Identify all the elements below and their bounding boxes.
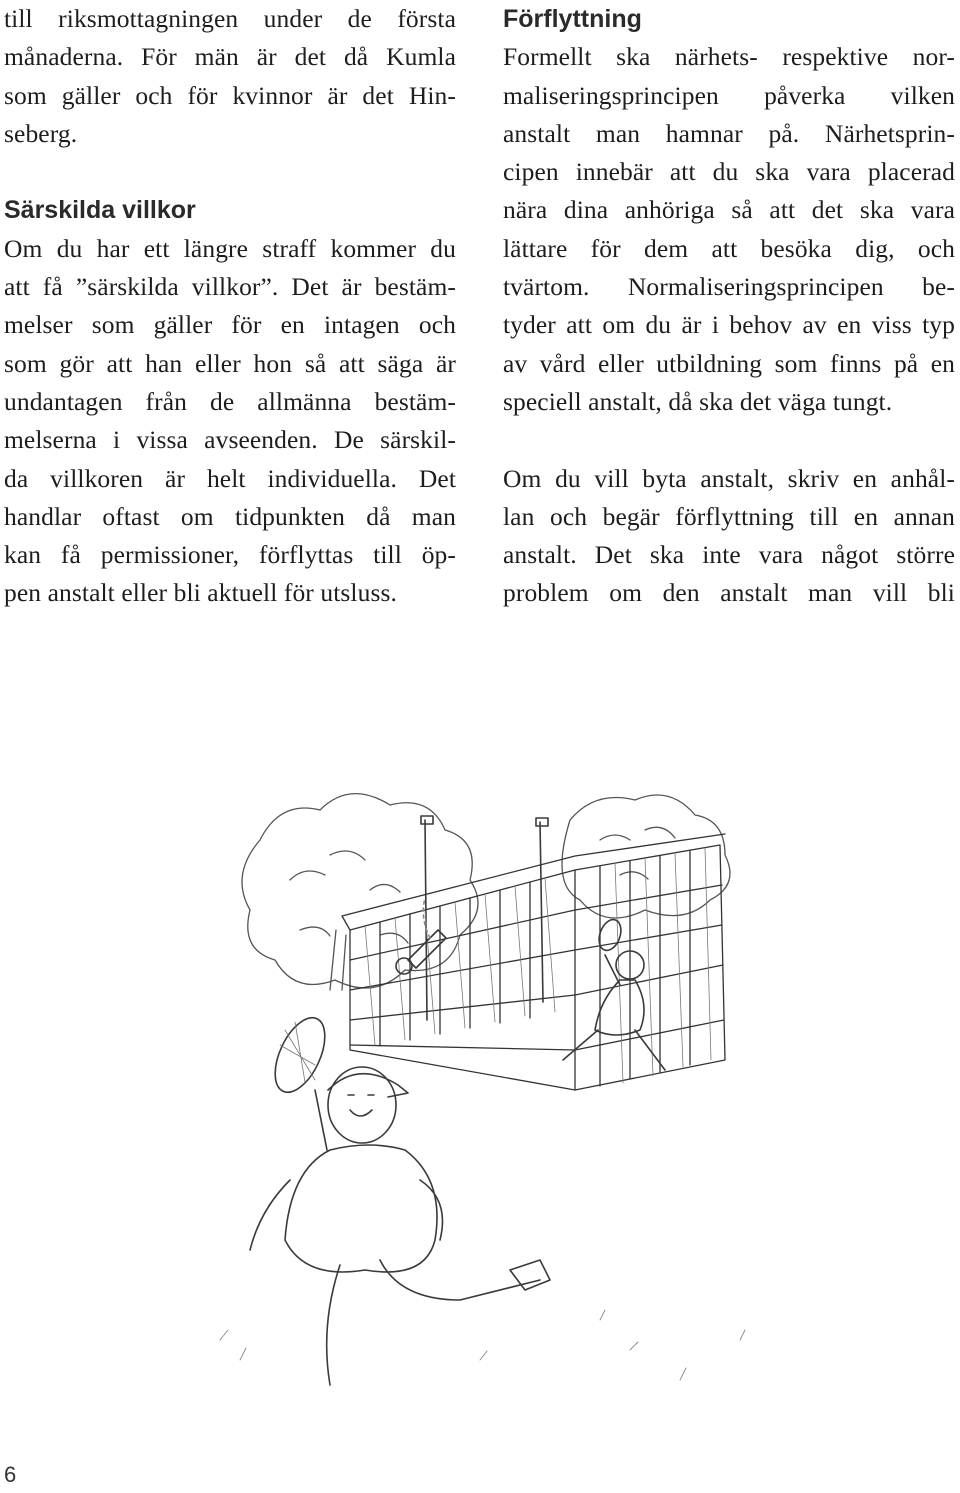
badminton-sketch-illustration	[180, 760, 800, 1400]
body-line: som gör att han eller hon så att säga är	[4, 348, 456, 378]
left-column	[4, 0, 456, 613]
body-line: nära dina anhöriga så att det ska vara	[503, 195, 955, 225]
body-line: kan få permissioner, förflyttas till öp-	[4, 540, 456, 570]
player-near	[250, 1010, 550, 1385]
fence	[342, 834, 725, 1090]
grass-strokes	[220, 1310, 745, 1380]
paragraph-gap	[4, 153, 456, 191]
body-line: lättare för dem att besöka dig, och	[503, 233, 955, 263]
page-number: 6	[4, 1462, 17, 1487]
shuttlecock	[396, 898, 446, 974]
body-line: lan och begär förflyttning till en annan	[503, 501, 955, 531]
body-line: tyder att om du är i behov av en viss typ	[503, 310, 955, 340]
intro-line: seberg.	[4, 118, 78, 148]
body-line: maliseringsprincipen påverka vilken	[503, 80, 955, 110]
body-line: av vård eller utbildning som finns på en	[503, 348, 955, 378]
body-line: Formellt ska närhets- respektive nor-	[503, 42, 955, 72]
section-heading-forflyttning: Förflyttning	[503, 5, 642, 33]
body-line: anstalt. Det ska inte vara något större	[503, 540, 955, 570]
body-line: cipen innebär att du ska vara placerad	[503, 157, 955, 187]
intro-line: månaderna. För män är det då Kumla	[4, 42, 456, 72]
intro-line: till riksmottagningen under de första	[4, 4, 456, 33]
body-line: Om du vill byta anstalt, skriv en anhål-	[503, 463, 955, 493]
paragraph-gap	[503, 421, 955, 459]
body-line: undantagen från de allmänna bestäm-	[4, 386, 456, 416]
body-line: Om du har ett längre straff kommer du	[4, 233, 456, 263]
section-heading-sarskilda-villkor: Särskilda villkor	[4, 196, 196, 225]
body-line: melserna i vissa avseenden. De särskil-	[4, 425, 456, 455]
body-line: pen anstalt eller bli aktuell för utsluss.	[4, 578, 397, 608]
body-line: da villkoren är helt individuella. Det	[4, 463, 456, 493]
right-column	[503, 0, 955, 613]
tree-foliage	[242, 794, 730, 990]
body-line: handlar oftast om tidpunkten då man	[4, 501, 456, 531]
body-line: anstalt man hamnar på. Närhetsprin-	[503, 118, 955, 148]
body-line: att få ”särskilda villkor”. Det är bestäm-	[4, 272, 456, 302]
body-line: melser som gäller för en intagen och	[4, 310, 456, 340]
body-line: speciell anstalt, då ska det väga tungt.	[503, 386, 893, 416]
intro-line: som gäller och för kvinnor är det Hin-	[4, 80, 456, 110]
body-line: problem om den anstalt man vill bli	[503, 578, 955, 608]
body-line: tvärtom. Normaliseringsprincipen be-	[503, 272, 955, 302]
